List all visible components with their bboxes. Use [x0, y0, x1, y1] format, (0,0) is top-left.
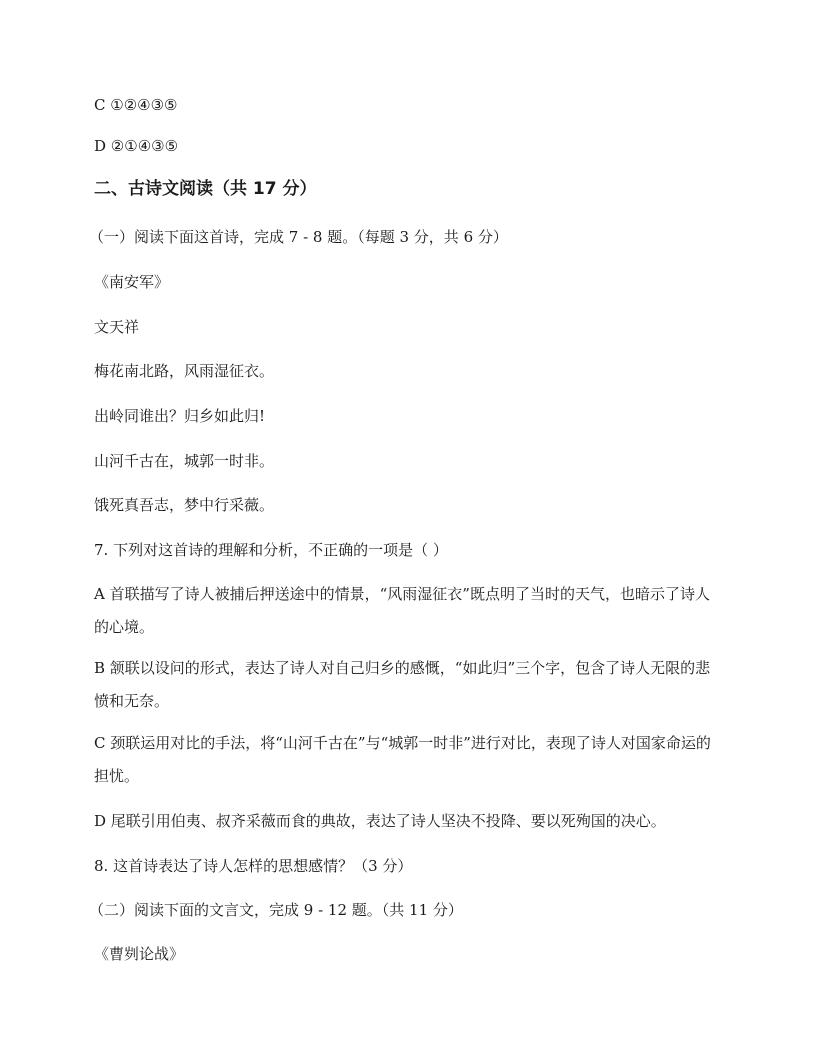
poem-line-2: 出岭同谁出？归乡如此归! — [94, 407, 266, 425]
poem-title: 《南安军》 — [94, 273, 170, 291]
option-c-line: C ①②④③⑤ — [94, 96, 178, 114]
poem-author: 文天祥 — [94, 318, 140, 336]
question-7-option-a: A 首联描写了诗人被捕后押送途中的情景，“风雨湿征衣”既点明了当时的天气，也暗示了诗人的心境。 — [94, 585, 710, 636]
section-heading: 二、古诗文阅读（共 17 分） — [94, 179, 317, 199]
question-7-option-b: B 颔联以设问的形式，表达了诗人对自己归乡的感慨，“如此归”三个字，包含了诗人无限的悲愤和无奈。 — [94, 659, 711, 710]
subsection-one-instruction: （一）阅读下面这首诗，完成 7 - 8 题。（每题 3 分，共 6 分） — [89, 228, 508, 246]
question-7-option-c: C 颈联运用对比的手法，将“山河千古在”与“城郭一时非”进行对比，表现了诗人对国家命运的担忧。 — [94, 734, 711, 785]
poem-line-1: 梅花南北路，风雨湿征衣。 — [94, 362, 275, 380]
poem-line-4: 饿死真吾志，梦中行采薇。 — [94, 496, 275, 514]
poem-line-3: 山河千古在，城郭一时非。 — [94, 452, 275, 470]
question-7-option-d: D 尾联引用伯夷、叔齐采薇而食的典故，表达了诗人坚决不投降、要以死殉国的决心。 — [94, 812, 666, 830]
question-8: 8. 这首诗表达了诗人怎样的思想感情？（3 分） — [94, 857, 413, 875]
option-d-line: D ②①④③⑤ — [94, 137, 179, 155]
subsection-two-instruction: （二）阅读下面的文言文，完成 9 - 12 题。（共 11 分） — [89, 901, 463, 919]
essay-title: 《曹刿论战》 — [94, 945, 185, 963]
question-7: 7. 下列对这首诗的理解和分析，不正确的一项是（ ） — [94, 541, 448, 559]
